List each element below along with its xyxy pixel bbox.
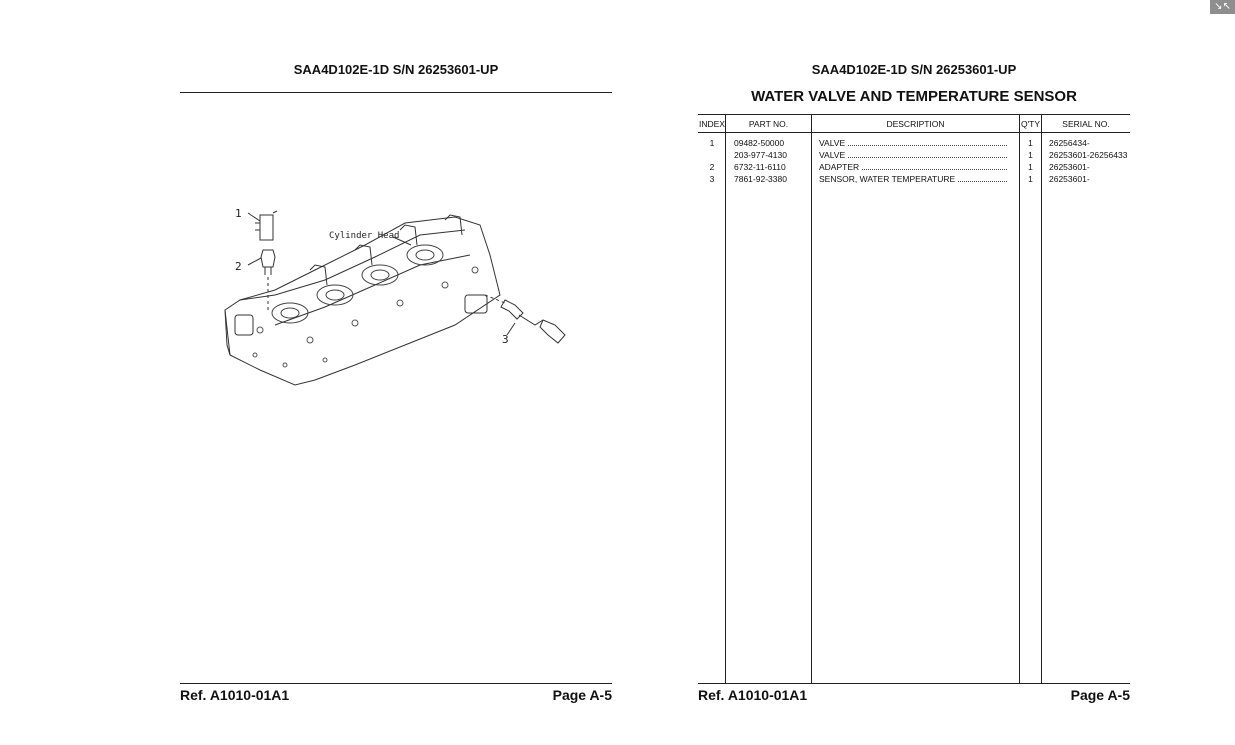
row-serial-no: 26253601-26256433 <box>1049 150 1128 160</box>
cylinder-head-label: Cylinder Head <box>329 231 400 241</box>
right-page-header: SAA4D102E-1D S/N 26253601-UP <box>811 62 1017 77</box>
callout-3: 3 <box>502 333 509 346</box>
callout-2: 2 <box>235 260 242 273</box>
col-header-index: INDEX <box>699 119 725 129</box>
row-description-text: VALVE <box>819 150 846 160</box>
row-serial-no: 26253601- <box>1049 162 1090 172</box>
row-part-no: 7861-92-3380 <box>734 174 787 184</box>
row-description-text: SENSOR, WATER TEMPERATURE <box>819 174 956 184</box>
footer-rule <box>180 683 612 684</box>
row-part-no: 203-977-4130 <box>734 150 787 160</box>
col-divider <box>725 114 726 683</box>
right-footer-page: Page A-5 <box>1070 687 1130 703</box>
leader-dots <box>862 169 1007 170</box>
col-header-serial-no: SERIAL NO. <box>1062 119 1110 129</box>
page-title: WATER VALVE AND TEMPERATURE SENSOR <box>751 88 1077 105</box>
collapse-icon[interactable]: ↘↖ <box>1210 0 1235 14</box>
leader-dots <box>958 181 1007 182</box>
row-description <box>819 150 1009 160</box>
row-description-text: VALVE <box>819 138 846 148</box>
left-footer-page: Page A-5 <box>552 687 612 703</box>
col-divider <box>1041 114 1042 683</box>
footer-rule <box>698 683 1130 684</box>
col-header-qty: Q'TY <box>1020 119 1041 129</box>
leader-dots <box>848 157 1007 158</box>
col-divider <box>1019 114 1020 683</box>
row-index: 3 <box>709 174 715 184</box>
right-footer-ref: Ref. A1010-01A1 <box>698 687 808 703</box>
row-description <box>819 174 1009 184</box>
row-index: 1 <box>709 138 715 148</box>
col-header-part-no: PART NO. <box>748 119 789 129</box>
row-qty: 1 <box>1028 174 1033 184</box>
row-serial-no: 26253601- <box>1049 174 1090 184</box>
row-index: 2 <box>709 162 715 172</box>
row-description-text: ADAPTER <box>819 162 860 172</box>
row-description <box>819 138 1009 148</box>
row-qty: 1 <box>1028 162 1033 172</box>
engine-cylinder-head-diagram <box>215 195 585 395</box>
table-header-rule <box>698 132 1130 133</box>
row-qty: 1 <box>1028 138 1033 148</box>
row-qty: 1 <box>1028 150 1033 160</box>
left-page-header: SAA4D102E-1D S/N 26253601-UP <box>293 62 499 77</box>
callout-1: 1 <box>235 207 242 220</box>
row-part-no: 09482-50000 <box>734 138 785 148</box>
row-serial-no: 26256434- <box>1049 138 1090 148</box>
col-divider <box>811 114 812 683</box>
row-part-no: 6732-11-6110 <box>734 162 786 172</box>
row-description <box>819 162 1009 172</box>
table-top-rule <box>698 114 1130 115</box>
leader-dots <box>848 145 1007 146</box>
left-footer-ref: Ref. A1010-01A1 <box>180 687 290 703</box>
col-header-description: DESCRIPTION <box>886 119 945 129</box>
header-rule <box>180 92 612 93</box>
